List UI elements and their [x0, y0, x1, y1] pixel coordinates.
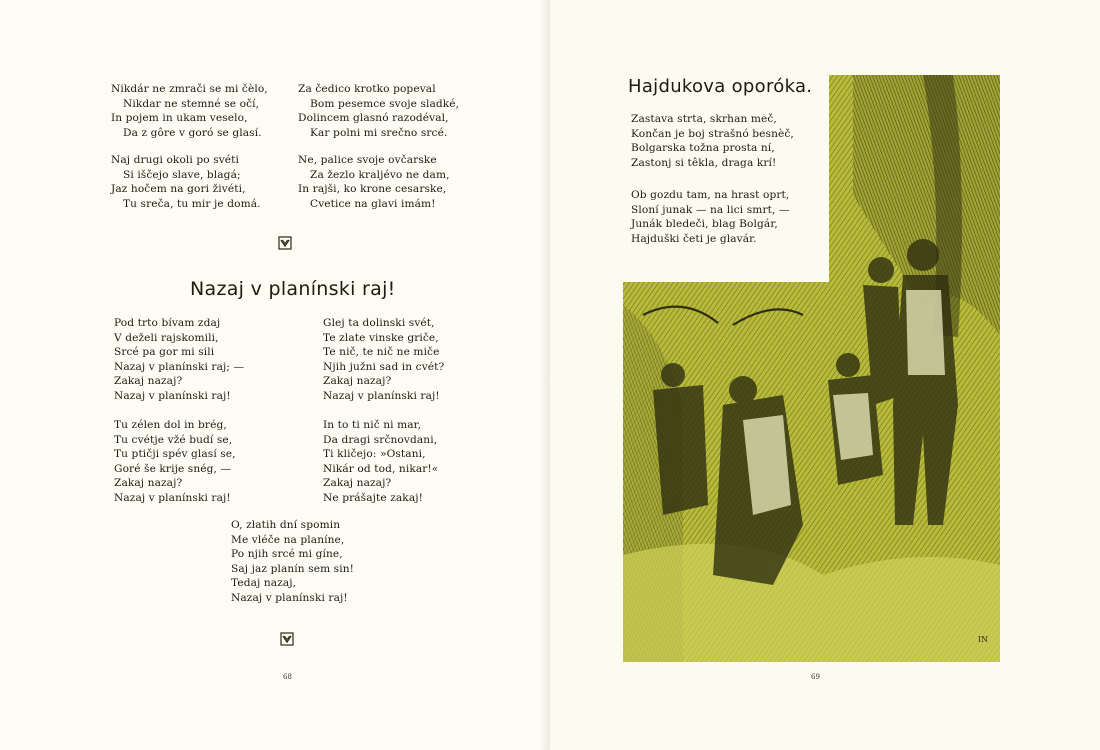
- poem2-col1-stanza2: [114, 418, 236, 506]
- verse-line: Ob gozdu tam, na hrast oprt,: [631, 189, 790, 201]
- verse-line: Nikár od tod, nikar!«: [323, 462, 439, 475]
- verse-line: Za čedico krotko popeval: [298, 83, 436, 95]
- verse-line: Tu ptičji spév glasí se,: [114, 448, 236, 461]
- verse-line: Bolgarska tožna prosta ní,: [631, 142, 775, 155]
- poem2-final-stanza: [231, 518, 354, 606]
- verse-line: Po njih srcé mi gíne,: [231, 548, 343, 561]
- verse-line: Jaz hočem na gori živéti,: [111, 183, 246, 196]
- verse-line: Te nič, te nič ne miče: [323, 346, 440, 359]
- verse-line: Da z gôre v goró se glasí.: [123, 126, 262, 139]
- poem1-col2-stanza1: [298, 82, 459, 140]
- verse-line: Sloní junak — na lici smrt, —: [631, 203, 790, 216]
- verse-line: Kar polni mi srečno srcé.: [310, 126, 448, 139]
- verse-line: Junák bledeči, blag Bolgár,: [631, 218, 778, 231]
- verse-line: Tu cvétje vžé budí se,: [114, 433, 233, 446]
- verse-line: Zastonj si têkla, draga krí!: [631, 156, 777, 169]
- verse-line: Tu sreča, tu mir je domá.: [123, 197, 261, 210]
- verse-line: Nazaj v planínski raj!: [231, 591, 348, 604]
- verse-line: Me vléče na planíne,: [231, 533, 345, 546]
- verse-line: Naj drugi okoli po svéti: [111, 154, 240, 166]
- verse-line: Dolincem glasnó razodéval,: [298, 112, 449, 125]
- verse-line: Bom pesemce svoje sladké,: [310, 97, 460, 110]
- verse-line: Nazaj v planínski raj!: [114, 491, 231, 504]
- verse-line: Srcé pa gor mi sili: [114, 346, 215, 359]
- verse-line: Cvetice na glavi imám!: [310, 197, 436, 210]
- verse-line: Končan je boj strašnó besnèč,: [631, 127, 794, 140]
- verse-line: Zastava strta, skrhan meč,: [631, 113, 777, 125]
- verse-line: Hajduški četi je glavár.: [631, 232, 757, 245]
- poem-title: Nazaj v planínski raj!: [190, 278, 396, 300]
- verse-line: Zakaj nazaj?: [323, 477, 392, 490]
- poem-title: Hajdukova oporóka.: [628, 76, 813, 97]
- poem1-col2-stanza2: [298, 153, 450, 211]
- poem2-col2-stanza2: [323, 418, 438, 506]
- verse-line: Zakaj nazaj?: [114, 375, 183, 388]
- verse-line: Zakaj nazaj?: [323, 375, 392, 388]
- verse-line: Pod trto bívam zdaj: [114, 317, 221, 329]
- verse-line: Za žezlo kraljévo ne dam,: [310, 168, 450, 181]
- verse-line: Nazaj v planínski raj!: [114, 389, 231, 402]
- fleuron-icon: [278, 236, 292, 250]
- verse-line: Glej ta dolinski svét,: [323, 317, 435, 329]
- right-poem-stanza1: [631, 112, 794, 170]
- verse-line: Saj jaz planín sem sin!: [231, 562, 354, 575]
- verse-line: Nazaj v planínski raj; —: [114, 360, 245, 373]
- right-poem-stanza2: [631, 188, 790, 246]
- verse-line: Ne prášajte zakaj!: [323, 491, 423, 504]
- verse-line: Nikdár ne zmrači se mi čèlo,: [111, 83, 268, 95]
- verse-line: Nazaj v planínski raj!: [323, 389, 440, 402]
- verse-line: Si iščejo slave, blagá;: [123, 168, 241, 181]
- verse-line: In pojem in ukam veselo,: [111, 112, 248, 125]
- fleuron-icon: [280, 632, 294, 646]
- verse-line: Tedaj nazaj,: [231, 577, 297, 590]
- verse-line: Ne, palice svoje ovčarske: [298, 154, 437, 166]
- verse-line: In to ti nič ni mar,: [323, 419, 422, 431]
- verse-line: Zakaj nazaj?: [114, 477, 183, 490]
- poem1-col1-stanza1: [111, 82, 268, 140]
- artist-signature: IN: [977, 635, 988, 644]
- verse-line: Nikdar ne stemné se očí,: [123, 97, 260, 110]
- verse-line: Goré še krije snég, —: [114, 462, 232, 475]
- verse-line: V deželi rajskomili,: [114, 331, 219, 344]
- poem2-col1-stanza1: [114, 316, 244, 404]
- verse-line: Ti kličejo: »Ostani,: [323, 448, 426, 461]
- page-number: 68: [283, 673, 292, 681]
- verse-line: Njih južni sad in cvét?: [323, 360, 445, 373]
- verse-line: Te zlate vinske griče,: [323, 331, 439, 344]
- verse-line: Tu zélen dol in brég,: [114, 419, 227, 431]
- page-number: 69: [811, 673, 820, 681]
- verse-line: In rajši, ko krone cesarske,: [298, 183, 447, 196]
- verse-line: Da dragi srčnovdani,: [323, 433, 438, 446]
- verse-line: O, zlatih dní spomin: [231, 519, 341, 531]
- poem2-col2-stanza1: [323, 316, 444, 404]
- poem1-col1-stanza2: [111, 153, 261, 211]
